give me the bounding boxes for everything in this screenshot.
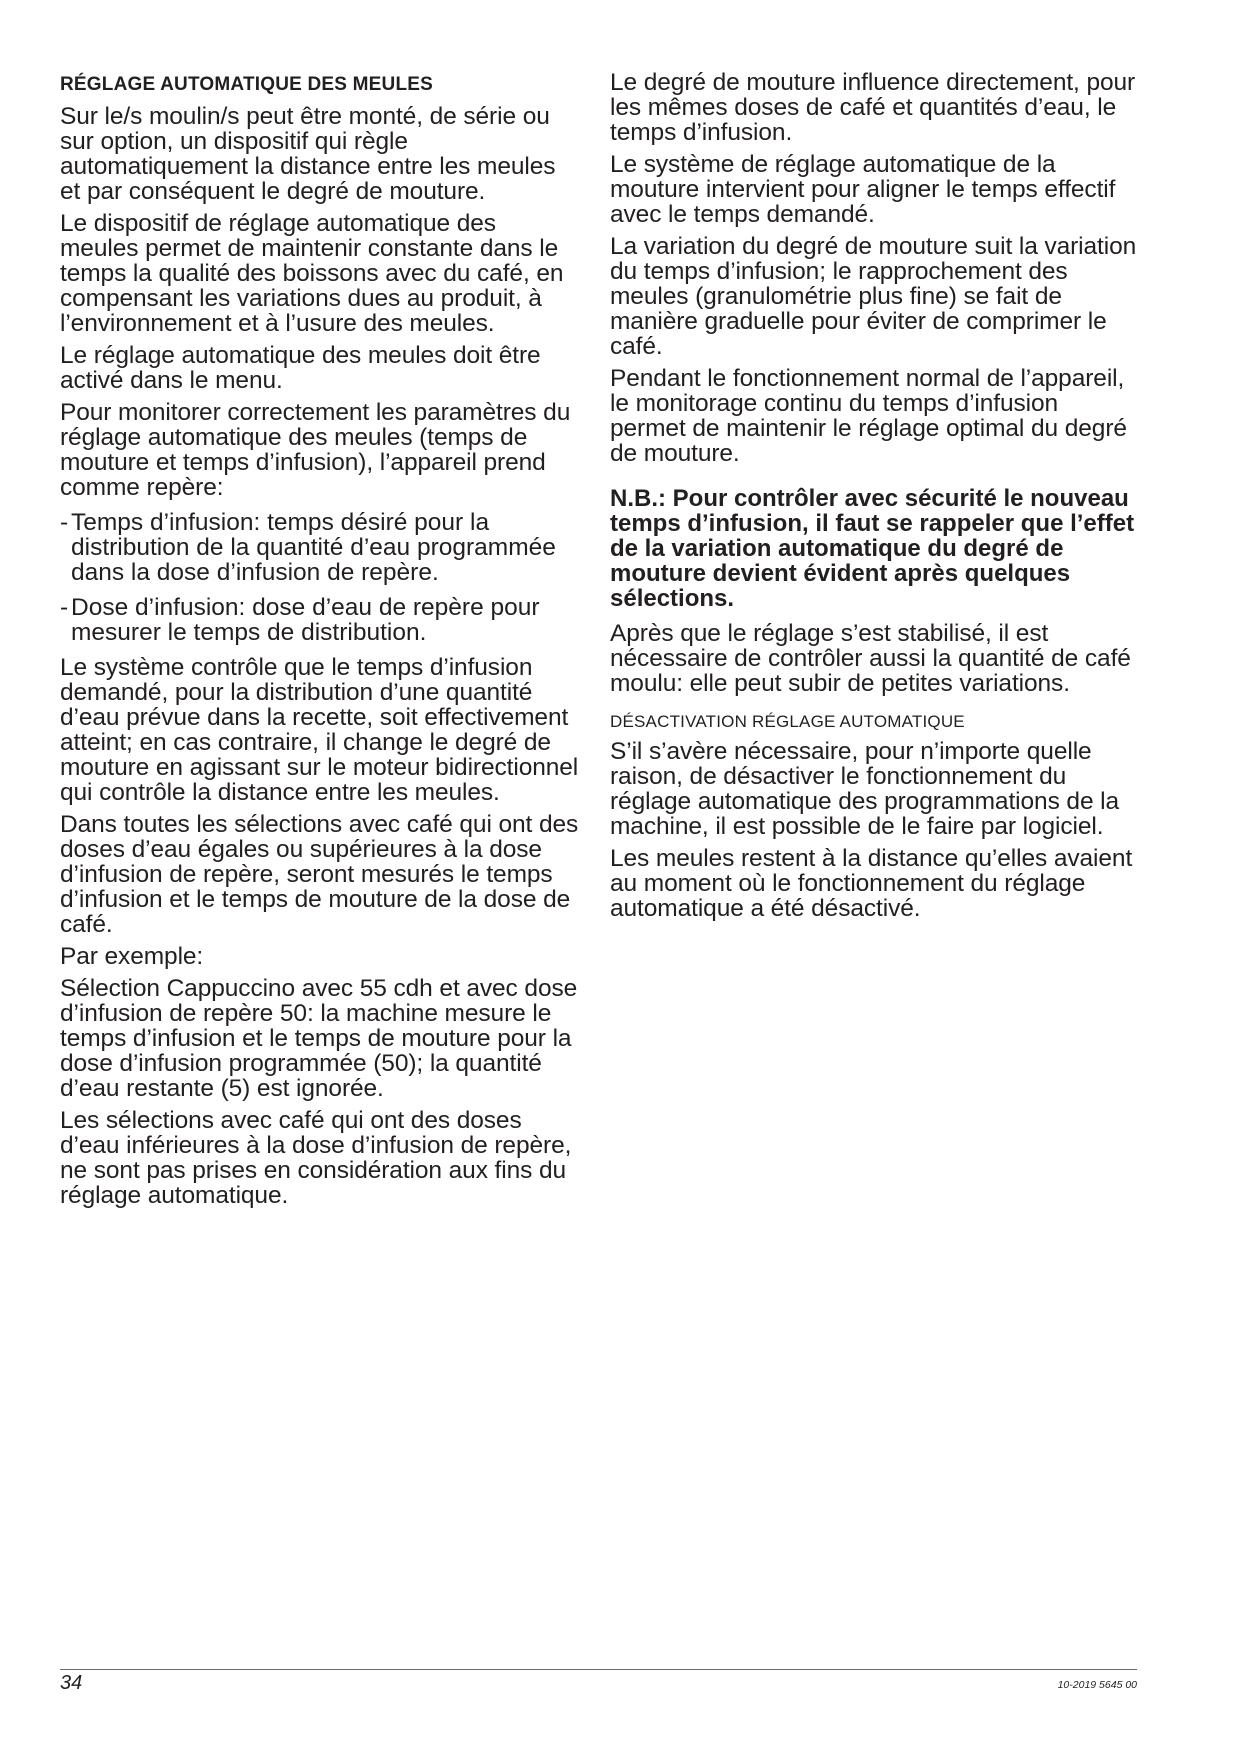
right-column (610, 70, 1140, 928)
paragraph: Le réglage automatique des meules doit être activé dans le menu. (60, 342, 541, 394)
subsection-title: DÉSACTIVATION RÉGLAGE AUTOMATIQUE (610, 712, 965, 731)
paragraph: Pendant le fonctionnement normal de l’appareil, le monitorage continu du temps d’infusion permet de maintenir le réglage optimal du degré de mouture. (610, 365, 1127, 467)
section-title: RÉGLAGE AUTOMATIQUE DES MEULES (60, 74, 434, 95)
paragraph: S’il s’avère nécessaire, pour n’importe quelle raison, de désactiver le fonctionnement du réglage automatique des programmations de la machine, il est possible de le faire par logiciel. (610, 738, 1120, 840)
document-code: 10-2019 5645 00 (1057, 1679, 1137, 1691)
paragraph: Le dispositif de réglage automatique des meules permet de maintenir constante dans le temps la qualité des boissons avec du café, en compensant les variations dues au produit, à l’environnement et à l’usure des meules. (60, 210, 564, 337)
paragraph: Pour monitorer correctement les paramètres du réglage automatique des meules (temps de mouture et temps d’infusion), l’appareil prend comme repère: (60, 399, 571, 501)
left-column (60, 70, 580, 1215)
paragraph: Le degré de mouture influence directement, pour les mêmes doses de café et quantités d’eau, le temps d’infusion. (610, 69, 1136, 146)
page-number: 34 (60, 1672, 83, 1694)
paragraph: Les sélections avec café qui ont des doses d’eau inférieures à la dose d’infusion de repère, ne sont pas prises en considération aux fins du réglage automatique. (60, 1107, 572, 1209)
paragraph: Le système contrôle que le temps d’infusion demandé, pour la distribution d’une quantité d’eau prévue dans la recette, soit effectivement atteint; en cas contraire, il change le degré de mouture en agissant sur le moteur bidirectionnel qui contrôle la distance entre les meules. (60, 654, 579, 806)
paragraph: Les meules restent à la distance qu’elles avaient au moment où le fonctionnement du réglage automatique a été désactivé. (610, 845, 1133, 922)
list-item-text: Dose d’infusion: dose d’eau de repère pour mesurer le temps de distribution. (71, 594, 540, 646)
paragraph: La variation du degré de mouture suit la variation du temps d’infusion; le rapprochement des meules (granulométrie plus fine) se fait de manière graduelle pour éviter de comprimer le café. (610, 233, 1137, 360)
paragraph: Sélection Cappuccino avec 55 cdh et avec dose d’infusion de repère 50: la machine mesure le temps d’infusion et le temps de mouture pour la dose d’infusion programmée (50); la quantité d’eau restante (5) est ignorée. (60, 975, 578, 1102)
list-item-text: Temps d’infusion: temps désiré pour la distribution de la quantité d’eau programmée dans la dose d’infusion de repère. (71, 509, 556, 586)
note-paragraph: N.B.: Pour contrôler avec sécurité le nouveau temps d’infusion, il faut se rappeler que l’effet de la variation automatique du degré de mouture devient évident après quelques sélections. (610, 485, 1135, 612)
paragraph: Dans toutes les sélections avec café qui ont des doses d’eau égales ou supérieures à la dose d’infusion de repère, seront mesurés le temps d’infusion et le temps de mouture de la dose de café. (60, 811, 579, 938)
paragraph: Après que le réglage s’est stabilisé, il est nécessaire de contrôler aussi la quantité de café moulu: elle peut subir de petites variations. (610, 620, 1131, 697)
list-item (60, 595, 580, 645)
paragraph: Par exemple: (60, 943, 204, 970)
paragraph: Sur le/s moulin/s peut être monté, de série ou sur option, un dispositif qui règle automatiquement la distance entre les meules et par conséquent le degré de mouture. (60, 103, 556, 205)
footer-divider (60, 1669, 1137, 1670)
dash-bullet-icon: - (60, 594, 69, 621)
list-item (60, 510, 580, 585)
dash-bullet-icon: - (60, 509, 69, 536)
paragraph: Le système de réglage automatique de la mouture intervient pour aligner le temps effectif avec le temps demandé. (610, 151, 1116, 228)
